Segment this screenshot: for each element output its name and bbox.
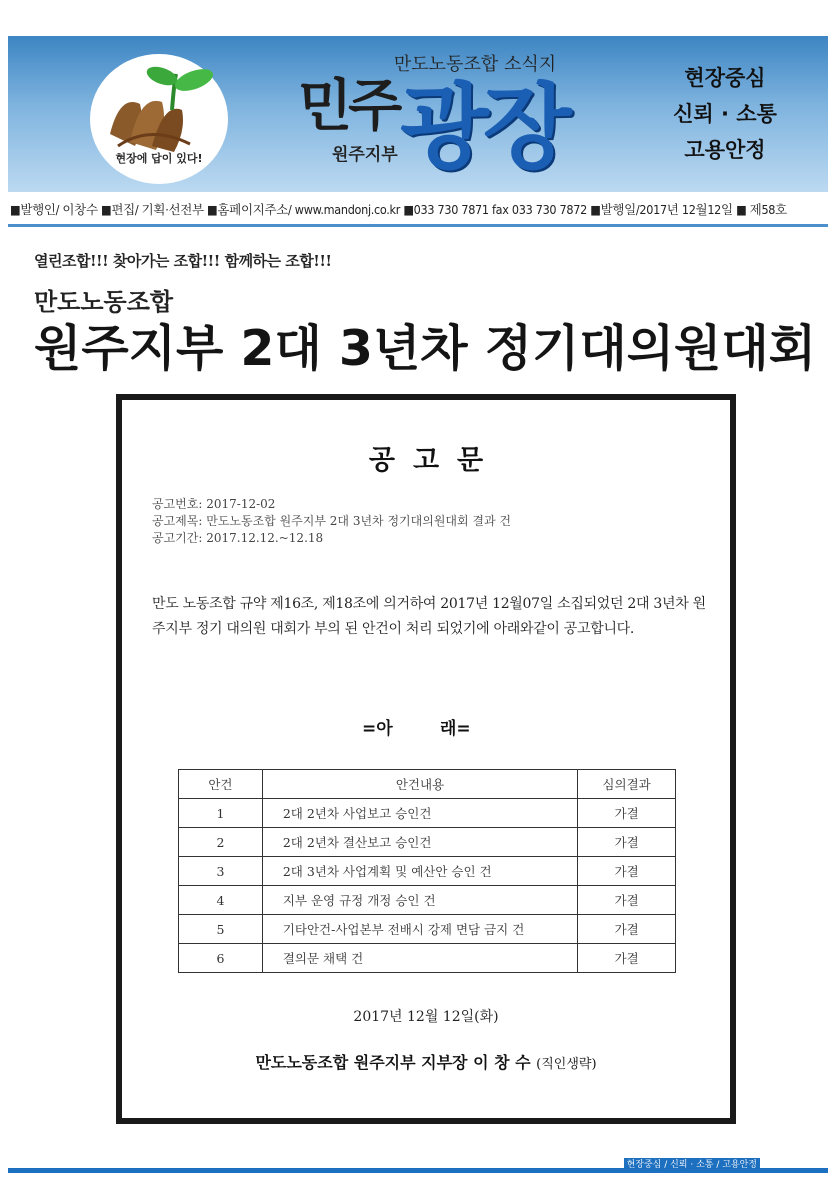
logo-caption: 현장에 답이 있다! [115, 152, 203, 165]
signature-note: (직인생략) [536, 1057, 597, 1072]
union-logo [90, 54, 228, 184]
notice-period: 공고기간: 2017.12.12.~12.18 [152, 531, 324, 545]
agenda-content: 2대 3년차 사업계획 및 예산안 승인 건 [262, 857, 577, 886]
slogan-item: 현장중심 [684, 66, 766, 90]
table-row [179, 886, 676, 915]
agenda-result: 가결 [578, 944, 676, 973]
slogan-item: 신뢰 · 소통 [673, 102, 777, 126]
agenda-content: 지부 운영 규정 개정 승인 건 [262, 886, 577, 915]
notice-subject: 공고제목: 만도노동조합 원주지부 2대 3년차 정기대의원대회 결과 건 [152, 514, 511, 528]
agenda-number: 4 [179, 886, 263, 915]
agenda-number: 1 [179, 799, 263, 828]
tagline: 열린조합!!! 찾아가는 조합!!! 함께하는 조합!!! [34, 252, 332, 270]
column-header: 심의결과 [578, 770, 676, 799]
org-name: 만도노동조합 [34, 288, 174, 316]
column-header: 안건내용 [262, 770, 577, 799]
agenda-content: 2대 2년차 결산보고 승인건 [262, 828, 577, 857]
notice-signature [122, 1050, 730, 1073]
publication-info: ■발행인/ 이창수 ■편집/ 기획·선전부 ■홈페이지주소/ www.mandonj.co.kr ■033 730 7871 fax 033 730 7872 ■발행일/2017년 12월12일 ■ 제58호 [10, 202, 787, 217]
column-header: 안건 [179, 770, 263, 799]
agenda-result: 가결 [578, 828, 676, 857]
agenda-result: 가결 [578, 799, 676, 828]
notice-date: 2017년 12월 12일(화) [353, 1009, 499, 1025]
masthead-branch: 원주지부 [332, 145, 398, 165]
page-headline: 원주지부 2대 3년차 정기대의원대회 [34, 320, 817, 377]
agenda-number: 6 [179, 944, 263, 973]
agenda-result: 가결 [578, 857, 676, 886]
notice-body: 만도 노동조합 규약 제16조, 제18조에 의거하여 2017년 12월07일 소집되었던 2대 3년차 원주지부 정기 대의원 대회가 부의 된 안건이 처리 되었기에 아래와같이 공고합니다. [152, 596, 706, 637]
slogan-item: 고용안정 [684, 138, 766, 162]
newsletter-subtitle: 만도노동조합 소식지 [393, 54, 557, 75]
agenda-content: 결의문 채택 건 [262, 944, 577, 973]
agenda-number: 3 [179, 857, 263, 886]
notice-meta [152, 496, 511, 547]
table-header-row [179, 770, 676, 799]
notice-separator: =아 래= [362, 719, 471, 739]
agenda-table [178, 769, 676, 973]
table-row [179, 915, 676, 944]
agenda-result: 가결 [578, 886, 676, 915]
table-row [179, 857, 676, 886]
notice-number: 공고번호: 2017-12-02 [152, 497, 276, 511]
agenda-content: 기타안건-사업본부 전배시 강제 면담 금지 건 [262, 915, 577, 944]
agenda-result: 가결 [578, 915, 676, 944]
table-row [179, 828, 676, 857]
table-row [179, 799, 676, 828]
notice-title: 공고문 [368, 445, 502, 476]
slogan-list [650, 60, 800, 168]
divider [8, 224, 828, 227]
masthead-title: 광장 [400, 74, 566, 181]
signature-name: 만도노동조합 원주지부 지부장 이 창 수 [255, 1053, 531, 1072]
notice-box [116, 394, 736, 1124]
table-row [179, 944, 676, 973]
agenda-number: 2 [179, 828, 263, 857]
agenda-number: 5 [179, 915, 263, 944]
agenda-content: 2대 2년차 사업보고 승인건 [262, 799, 577, 828]
footer-slogan: 현장중심 / 신뢰 · 소통 / 고용안정 [624, 1158, 760, 1172]
masthead-min: 민주 [298, 74, 399, 139]
